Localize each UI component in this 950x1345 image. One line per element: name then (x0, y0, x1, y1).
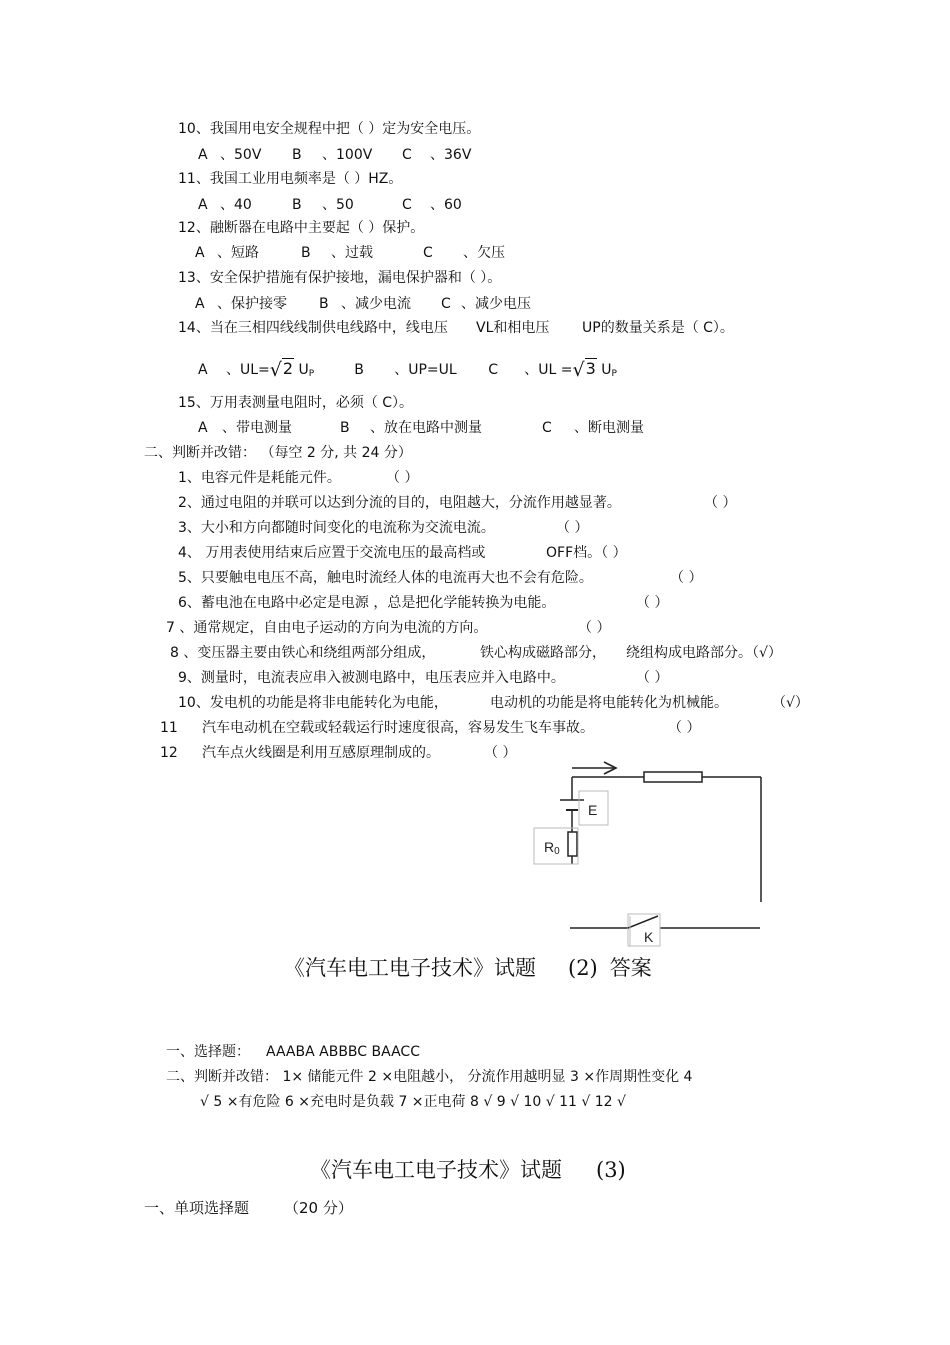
question-14-stem: 14、当在三相四线线制供电线路中，线电压 (178, 320, 448, 336)
option-label: A (198, 420, 208, 436)
option-label: B (319, 296, 329, 312)
option-label: B (340, 420, 350, 436)
answer-title-suffix: 答案 (609, 956, 652, 980)
internal-resistor (568, 832, 577, 856)
r0-label (544, 839, 560, 857)
answer-title-number: (2) (568, 956, 598, 980)
r-subscript: 0 (554, 846, 560, 857)
sqrt-symbol: √2 (269, 359, 294, 381)
judge-item-10 (178, 694, 809, 712)
option-text: 、带电测量 (222, 420, 292, 436)
option-label: C (441, 296, 451, 312)
question-14-stem-b: VL和相电压 (476, 320, 550, 336)
option-label: A (198, 197, 208, 213)
judge-mark: （ ） (556, 520, 589, 536)
judge-text: 8 、变压器主要由铁心和绕组两部分组成， (170, 645, 436, 661)
test3-title-number: (3) (596, 1158, 626, 1182)
judge-item-3 (178, 519, 588, 537)
judge-text: 5、只要触电电压不高，触电时流经人体的电流再大也不会有危险。 (178, 570, 593, 586)
load-resistor (644, 772, 702, 782)
judge-mark: （ ） (484, 745, 517, 761)
option-text: 、UL = (524, 362, 573, 378)
option-text: 、保护接零 (217, 296, 287, 312)
judge-item-1 (178, 469, 418, 487)
option-label: B (292, 197, 302, 213)
judge-text: 电动机的功能是将电能转化为机械能。 (490, 695, 728, 711)
answers-judge-line2: √ 5 ×有危险 6 ×充电时是负载 7 ×正电荷 8 √ 9 √ 10 √ 11 √ 12 √ (200, 1094, 626, 1110)
judge-text: 10、发电机的功能是将非电能转化为电能， (178, 695, 448, 711)
judge-mark: （ ） (386, 470, 419, 486)
judge-text: 6、蓄电池在电路中必定是电源 ，总是把化学能转换为电能。 (178, 595, 556, 611)
option-label: C (542, 420, 552, 436)
option-text: 、短路 (217, 245, 259, 261)
sqrt-symbol: √3 (572, 359, 596, 381)
judge-mark: （ ） (578, 620, 611, 636)
option-text: 、40 (220, 197, 252, 213)
option-text: 、断电测量 (574, 420, 644, 436)
option-text: 、60 (430, 197, 462, 213)
circuit-diagram (530, 756, 770, 948)
option-label: B (301, 245, 311, 261)
option-label: A (198, 147, 208, 163)
option-label: C (402, 147, 412, 163)
option-label: B (292, 147, 302, 163)
question-10-options (198, 146, 471, 164)
judge-item-8 (170, 644, 782, 662)
judge-text: 2、通过电阻的并联可以达到分流的目的，电阻越大，分流作用越显著。 (178, 495, 621, 511)
current-arrow-icon (572, 762, 616, 774)
question-14-options (198, 357, 617, 381)
answer-title-text: 《汽车电工电子技术》试题 (284, 956, 536, 980)
phase-voltage-symbol: U (298, 362, 309, 378)
section-score: （20 分） (284, 1199, 353, 1217)
question-11-options (198, 196, 462, 214)
r-letter: R (544, 839, 555, 855)
option-text: 、欠压 (463, 245, 505, 261)
answers-judge-line1: 二、判断并改错： 1× 储能元件 2 ×电阻越小， 分流作用越明显 3 ×作周期性变化 4 (166, 1069, 693, 1085)
option-text: 、UP=UL (394, 362, 457, 378)
judge-item-7 (166, 619, 610, 637)
question-12: 12、融断器在电路中主要起（ ）保护。 (178, 220, 425, 236)
question-14 (178, 319, 734, 337)
test3-title (310, 1154, 626, 1184)
option-label: C (423, 245, 433, 261)
judge-text: 绕组构成电路部分。（√） (626, 645, 782, 661)
question-14-stem-c: UP的数量关系是（ C）。 (582, 320, 734, 336)
option-text: 、50V (220, 147, 262, 163)
question-13-options (195, 295, 531, 313)
option-text: 、100V (322, 147, 373, 163)
option-text: 、UL= (226, 362, 270, 378)
judge-item-5 (178, 569, 702, 587)
judge-mark: （ ） (636, 670, 669, 686)
judge-text: 铁心构成磁路部分， (480, 645, 606, 661)
judge-item-11 (160, 719, 700, 737)
option-label: A (195, 245, 205, 261)
phase-voltage-symbol: U (601, 362, 612, 378)
option-text: 、减少电流 (341, 296, 411, 312)
option-text: 、36V (430, 147, 472, 163)
judge-mark: （ ） (704, 495, 737, 511)
judge-item-2 (178, 494, 736, 512)
judge-item-4 (178, 544, 627, 562)
question-13: 13、安全保护措施有保护接地，漏电保护器和（ ）。 (178, 270, 502, 286)
judge-text: 7 、通常规定，自由电子运动的方向为电流的方向。 (166, 620, 488, 636)
section-title: 一、单项选择题 (144, 1199, 250, 1217)
answers-choice (166, 1043, 420, 1061)
option-label: C (402, 197, 412, 213)
option-label: B (354, 362, 364, 378)
answers-choice-value: AAABA ABBBC BAACC (266, 1044, 420, 1060)
judge-item-12 (160, 744, 516, 762)
option-text: 、放在电路中测量 (370, 420, 482, 436)
judge-number: 11 (160, 720, 178, 736)
judge-text: OFF档。（ ） (546, 545, 627, 561)
battery-icon (560, 800, 584, 810)
judge-number: 12 (160, 745, 178, 761)
option-text: 、减少电压 (461, 296, 531, 312)
judge-mark: （ ） (670, 570, 703, 586)
option-text: 、过载 (331, 245, 373, 261)
section-2-title: 二、判断并改错： （每空 2 分, 共 24 分） (144, 445, 412, 461)
subscript: P (308, 369, 315, 379)
radicand: 2 (282, 359, 294, 378)
test3-title-text: 《汽车电工电子技术》试题 (310, 1158, 562, 1182)
judge-item-6 (178, 594, 668, 612)
option-text: 、50 (322, 197, 354, 213)
judge-text: 3、大小和方向都随时间变化的电流称为交流电流。 (178, 520, 495, 536)
subscript: P (611, 369, 617, 379)
question-15-options (198, 419, 644, 437)
judge-mark: （ ） (636, 595, 669, 611)
answers-choice-label: 一、选择题： (166, 1044, 250, 1060)
test3-section-1 (144, 1199, 353, 1217)
emf-label: E (588, 802, 598, 818)
question-10: 10、我国用电安全规程中把（ ）定为安全电压。 (178, 121, 481, 137)
judge-item-9 (178, 669, 668, 687)
judge-mark: （ ） (668, 720, 701, 736)
option-label: A (195, 296, 205, 312)
judge-text: 汽车点火线圈是利用互感原理制成的。 (202, 745, 440, 761)
question-15: 15、万用表测量电阻时，必须（ C）。 (178, 395, 414, 411)
judge-text: 9、测量时，电流表应串入被测电路中，电压表应并入电路中。 (178, 670, 565, 686)
option-label: A (198, 362, 208, 378)
radicand: 3 (585, 359, 596, 378)
answer-title (284, 952, 652, 982)
judge-text: 1、电容元件是耗能元件。 (178, 470, 341, 486)
switch-label: K (644, 929, 654, 945)
judge-mark: （√） (772, 695, 809, 711)
judge-text: 4、 万用表使用结束后应置于交流电压的最高档或 (178, 545, 486, 561)
question-12-options (195, 244, 505, 262)
judge-text: 汽车电动机在空载或轻载运行时速度很高，容易发生飞车事故。 (202, 720, 594, 736)
question-11: 11、我国工业用电频率是（ ）HZ。 (178, 171, 403, 187)
option-label: C (488, 362, 498, 378)
